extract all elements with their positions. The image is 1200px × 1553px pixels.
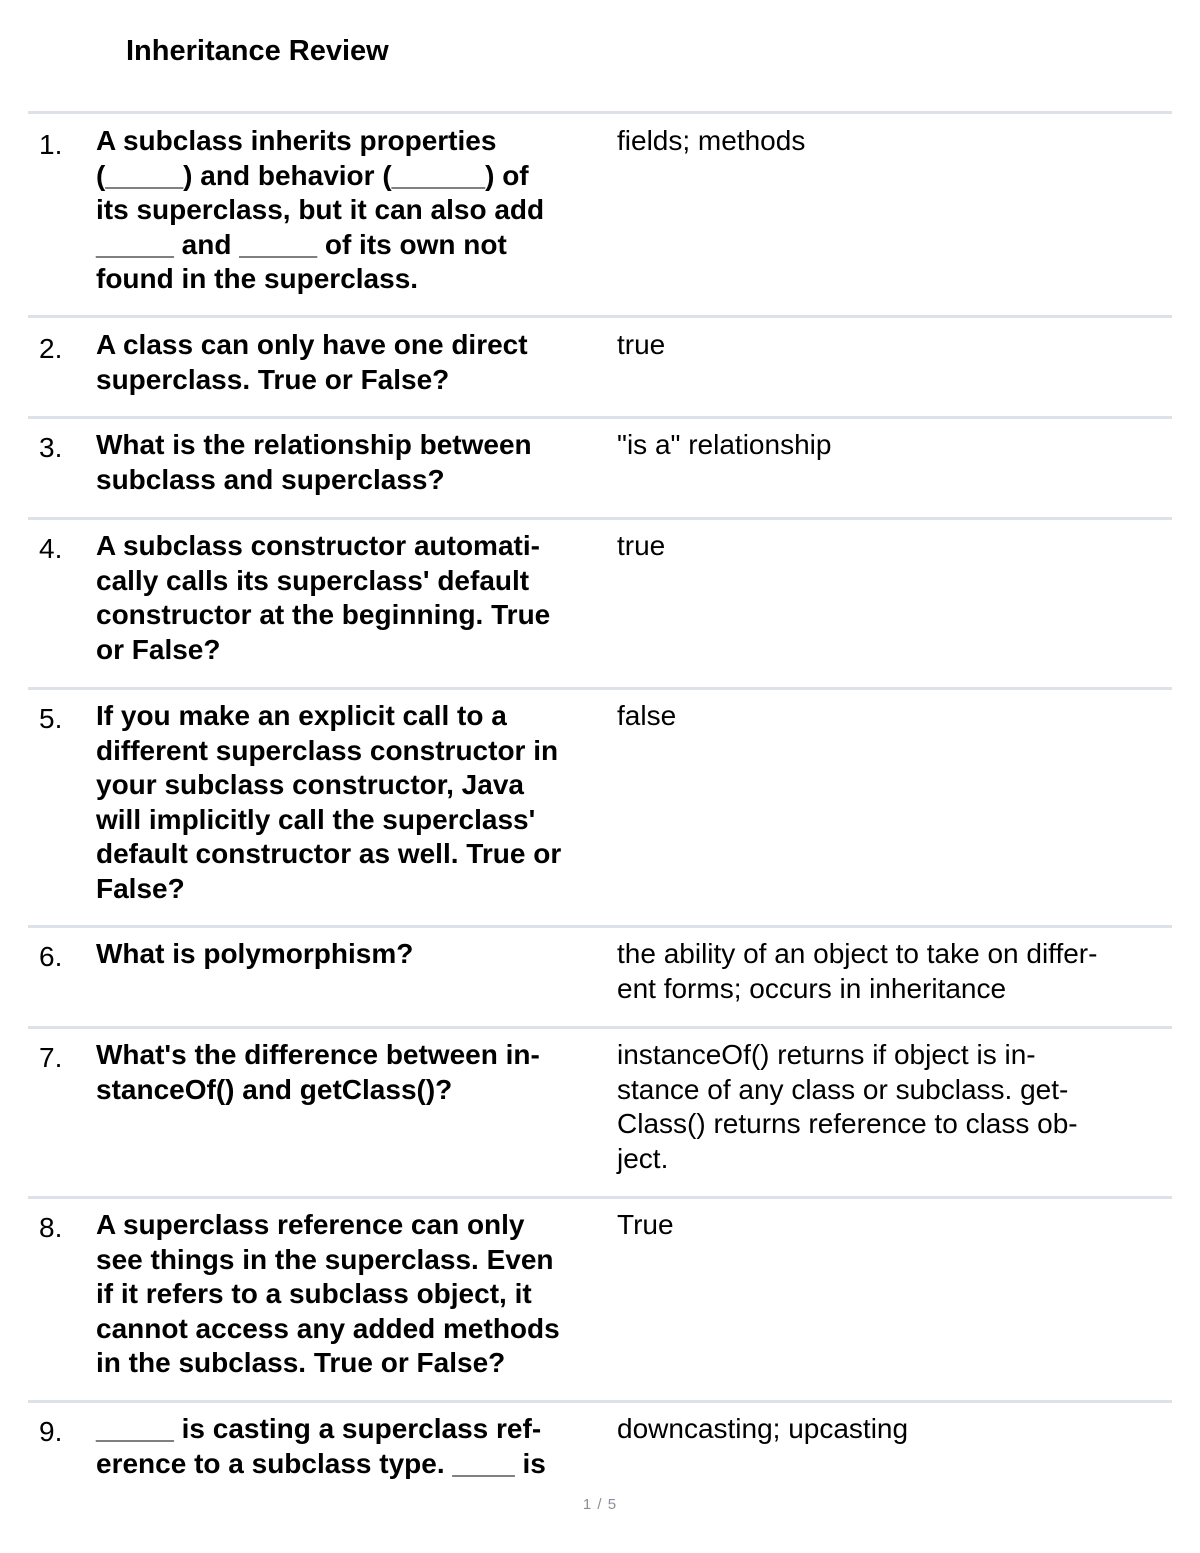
flashcard: [28, 114, 1172, 318]
card-number: 9.: [39, 1416, 63, 1447]
flashcard: [28, 419, 1172, 520]
flashcard: [28, 1029, 1172, 1199]
card-number: 1.: [39, 129, 63, 160]
flashcard: [28, 690, 1172, 928]
card-number: 8.: [39, 1212, 63, 1243]
card-term: What is polymorphism?: [96, 938, 414, 969]
flashcard-list: [28, 114, 1172, 1493]
card-number: 6.: [39, 941, 63, 972]
card-definition: True: [617, 1209, 674, 1240]
card-term: A class can only have one direct superclass. True or False?: [96, 329, 528, 395]
card-definition: false: [617, 700, 677, 731]
flashcard: [28, 928, 1172, 1029]
card-definition: downcasting; upcasting: [617, 1413, 909, 1444]
card-term: What's the difference between in- stanceOf() and getClass()?: [96, 1039, 540, 1105]
card-term: A subclass constructor automati- cally calls its superclass' default constructor at the beginning. True or False?: [96, 530, 551, 665]
flashcard: [28, 520, 1172, 690]
page-title: Inheritance Review: [126, 35, 389, 67]
flashcard: [28, 318, 1172, 419]
card-number: 2.: [39, 333, 63, 364]
card-definition: the ability of an object to take on differ- ent forms; occurs in inheritance: [617, 938, 1098, 1004]
card-number: 7.: [39, 1042, 63, 1073]
flashcard: [28, 1199, 1172, 1403]
card-term: _____ is casting a superclass ref- erence to a subclass type. ____ is: [96, 1413, 546, 1479]
flashcard: [28, 1403, 1172, 1493]
card-number: 5.: [39, 703, 63, 734]
card-definition: true: [617, 329, 666, 360]
card-term: A subclass inherits properties (_____) and behavior (______) of its superclass, but it can also add _____ and _____ of its own not found in the superclass.: [96, 125, 545, 294]
card-number: 3.: [39, 432, 63, 463]
card-number: 4.: [39, 533, 63, 564]
card-term: A superclass reference can only see things in the superclass. Even if it refers to a subclass object, it cannot access any added methods in the subclass. True or False?: [96, 1209, 560, 1378]
card-term: What is the relationship between subclass and superclass?: [96, 429, 532, 495]
card-definition: "is a" relationship: [617, 429, 832, 460]
card-definition: true: [617, 530, 666, 561]
card-term: If you make an explicit call to a different superclass constructor in your subclass constructor, Java will implicitly call the superclass' default constructor as well. True or False?: [96, 700, 562, 904]
card-definition: fields; methods: [617, 125, 806, 156]
page-indicator: 1 / 5: [582, 1496, 618, 1513]
card-definition: instanceOf() returns if object is in- stance of any class or subclass. get- Class() returns reference to class ob- ject.: [617, 1039, 1078, 1174]
